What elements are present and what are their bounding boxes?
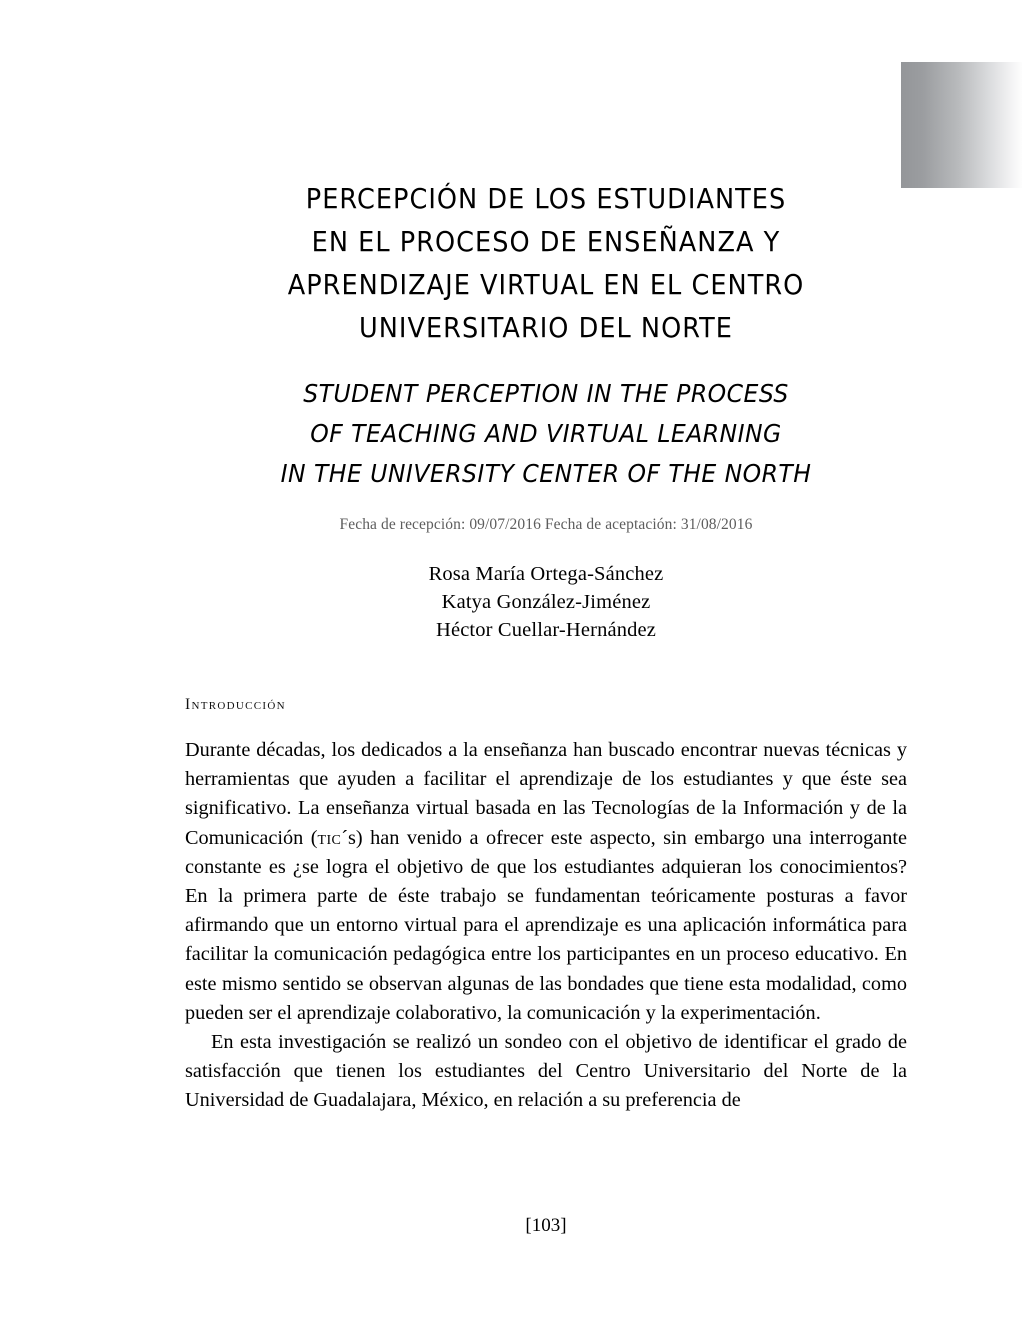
title-line-4: UNIVERSITARIO DEL NORTE [358,312,734,344]
author-name: Katya González-Jiménez [441,591,651,613]
page-number: [103] [525,1215,567,1236]
submission-dates: Fecha de recepción: 09/07/2016 Fecha de aceptación: 31/08/2016 [339,516,753,533]
page-content [185,0,907,1329]
paragraph-text: Durante décadas, los dedicados a la enseñanza han buscado encontrar nuevas técnicas y herramientas que ayuden a facilitar el aprendizaje de los estudiantes y que éste sea significativo. La enseñanza virtual basada en las Tecnologías de la Información y de la Comunicación ( [185,739,907,849]
subtitle-line-3: IN THE UNIVERSITY CENTER OF THE NORTH [280,459,812,488]
subtitle-line-2: OF TEACHING AND VIRTUAL LEARNING [310,419,782,448]
subtitle-line-1: STUDENT PERCEPTION IN THE PROCESS [303,379,789,408]
article-subtitle-english [185,374,907,494]
acronym-tic: tic [317,826,342,849]
paragraph: En esta investigación se realizó un sondeo con el objetivo de identificar el grado de satisfacción que tienen los estudiantes del Centro Universitario del Norte de la Universidad de Guadalajara, México, en relación a su preferencia de [185,1031,907,1112]
gray-gradient-block [901,62,1022,188]
body-copy [185,736,907,1116]
paragraph [185,736,907,1028]
title-line-1: PERCEPCIÓN DE LOS ESTUDIANTES [305,183,787,215]
title-line-2: EN EL PROCESO DE ENSEÑANZA Y [311,226,781,258]
section-heading-introduccion: Introducción [185,696,286,713]
author-name: Rosa María Ortega-Sánchez [428,563,664,585]
author-name: Héctor Cuellar-Hernández [435,619,657,641]
author-list [185,560,907,644]
article-title [185,178,907,350]
title-line-3: APRENDIZAJE VIRTUAL EN EL CENTRO [287,269,805,301]
paragraph-text: ´s) han venido a ofrecer este aspecto, sin embargo una interrogante constante es ¿se logra el objetivo de que los estudiantes adquieran los conocimientos? En la primera parte de éste trabajo se fundamentan teóricamente posturas a favor afirmando que un entorno virtual para el aprendizaje es una aplicación informática para facilitar la comunicación pedagógica entre los participantes en un proceso educativo. En este mismo sentido se observan algunas de las bondades que tiene esta modalidad, como pueden ser el aprendizaje colaborativo, la comunicación y la experimentación. [185,826,908,1024]
